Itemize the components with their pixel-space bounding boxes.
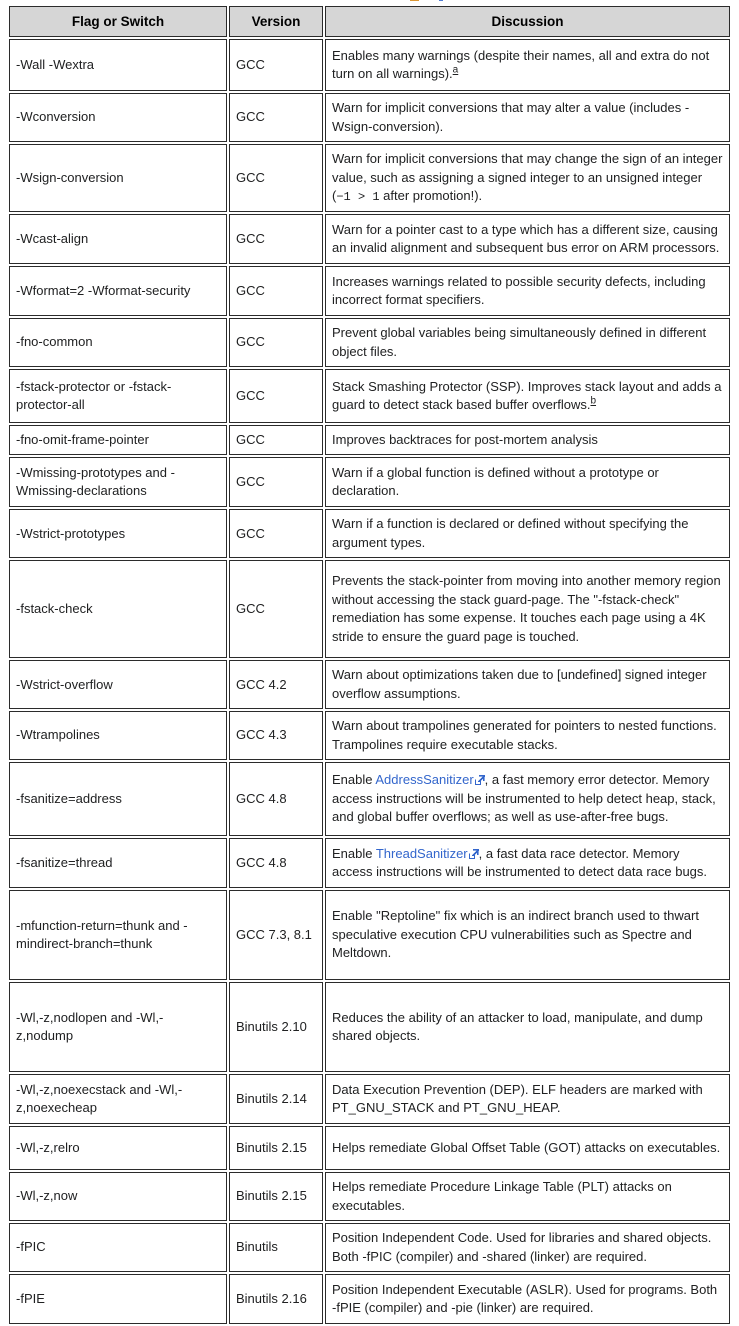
cell-discussion: [325, 93, 730, 142]
cell-discussion: [325, 711, 730, 760]
discussion-text: Warn if a function is declared or defined without specifying the argument types.: [332, 516, 689, 550]
footnote-link[interactable]: b: [590, 395, 597, 407]
cell-discussion: [325, 1274, 730, 1324]
cell-flag: -Wl,-z,nodlopen and -Wl,-z,nodump: [9, 982, 227, 1072]
cell-flag: -Wtrampolines: [9, 711, 227, 760]
cell-discussion: [325, 560, 730, 658]
cell-discussion: [325, 838, 730, 888]
discussion-text: Reduces the ability of an attacker to load, manipulate, and dump shared objects.: [332, 1009, 703, 1044]
cell-discussion: [325, 457, 730, 507]
cell-flag: -fsanitize=thread: [9, 838, 227, 888]
discussion-text: Increases warnings related to possible security defects, including incorrect format specifiers.: [332, 273, 706, 308]
cell-version: GCC 7.3, 8.1: [229, 890, 323, 980]
table-body: [9, 39, 730, 1324]
cell-discussion: [325, 660, 730, 709]
cell-flag: -fPIE: [9, 1274, 227, 1324]
discussion-text: Prevent global variables being simultaneously defined in different object files.: [332, 325, 707, 359]
table-row: [9, 838, 730, 888]
external-link-label: AddressSanitizer: [375, 772, 474, 788]
cell-version: GCC: [229, 425, 323, 455]
cell-version: Binutils 2.10: [229, 982, 323, 1072]
external-link-label: ThreadSanitizer: [375, 845, 468, 861]
table-row: [9, 762, 730, 836]
cell-flag: -Wformat=2 -Wformat-security: [9, 266, 227, 316]
external-link-icon: [475, 775, 485, 785]
table-row: [9, 890, 730, 980]
discussion-text: Enables many warnings (despite their names, all and extra do not turn on all warnings).: [332, 47, 710, 82]
discussion-text: Warn for implicit conversions that may change the sign of an integer value, such as assigning a signed integer to an unsigned integer (: [332, 151, 723, 203]
table-row: [9, 560, 730, 658]
discussion-text: Helps remediate Procedure Linkage Table (PLT) attacks on executables.: [332, 1179, 672, 1213]
discussion-text: Stack Smashing Protector (SSP). Improves stack layout and adds a guard to detect stack based buffer overflows.: [332, 378, 722, 412]
cell-version: GCC 4.3: [229, 711, 323, 760]
table-row: [9, 711, 730, 760]
cell-discussion: [325, 39, 730, 91]
cell-flag: -Wstrict-prototypes: [9, 509, 227, 558]
discussion-text: Position Independent Executable (ASLR). Used for programs. Both -fPIE (compiler) and -pie (linker) are required.: [332, 1281, 718, 1315]
table-head: [9, 6, 730, 37]
cell-discussion: [325, 144, 730, 212]
cell-flag: -mfunction-return=thunk and -mindirect-branch=thunk: [9, 890, 227, 980]
discussion-text: Data Execution Prevention (DEP). ELF headers are marked with PT_GNU_STACK and PT_GNU_HEAP.: [332, 1081, 703, 1116]
table-row: [9, 1074, 730, 1124]
cell-flag: -Wstrict-overflow: [9, 660, 227, 709]
cell-version: Binutils 2.14: [229, 1074, 323, 1124]
table-row: [9, 266, 730, 316]
cell-discussion: [325, 266, 730, 316]
discussion-text: Warn if a global function is defined without a prototype or declaration.: [332, 464, 659, 499]
cell-flag: -fstack-protector or -fstack-protector-all: [9, 369, 227, 423]
cell-discussion: [325, 982, 730, 1072]
external-link[interactable]: [375, 772, 484, 787]
table-row: [9, 660, 730, 709]
cell-version: GCC: [229, 369, 323, 423]
cell-version: Binutils 2.16: [229, 1274, 323, 1324]
cell-version: Binutils: [229, 1223, 323, 1272]
table-row: [9, 1274, 730, 1324]
cell-version: GCC: [229, 93, 323, 142]
discussion-text: Improves backtraces for post-mortem analysis: [332, 431, 598, 447]
table-row: [9, 1223, 730, 1272]
table-row: [9, 982, 730, 1072]
cell-flag: -Wall -Wextra: [9, 39, 227, 91]
column-header-flag: Flag or Switch: [9, 6, 227, 37]
discussion-text: Enable "Reptoline" fix which is an indirect branch used to thwart speculative execution CPU vulnerabilities such as Spectre and Meltdown.: [332, 908, 699, 961]
discussion-text: Helps remediate Global Offset Table (GOT) attacks on executables.: [332, 1139, 721, 1155]
cell-flag: -fstack-check: [9, 560, 227, 658]
cell-flag: -fPIC: [9, 1223, 227, 1272]
table-row: [9, 1126, 730, 1170]
cell-flag: -Wl,-z,noexecstack and -Wl,-z,noexecheap: [9, 1074, 227, 1124]
cell-version: GCC: [229, 214, 323, 264]
cell-flag: -Wcast-align: [9, 214, 227, 264]
footnote-marker[interactable]: [453, 65, 459, 76]
column-header-discussion: Discussion: [325, 6, 730, 37]
table-row: [9, 509, 730, 558]
cell-flag: -fno-common: [9, 318, 227, 367]
cell-version: Binutils 2.15: [229, 1126, 323, 1170]
clipped-content-sliver: [0, 0, 739, 3]
compiler-flags-table: [7, 4, 732, 1326]
cell-discussion: [325, 318, 730, 367]
clipped-glyph-right: [439, 0, 443, 1]
table-row: [9, 457, 730, 507]
cell-flag: -Wmissing-prototypes and -Wmissing-declarations: [9, 457, 227, 507]
column-header-version: Version: [229, 6, 323, 37]
discussion-text-continued: , a fast memory error detector. Memory access instructions will be instrumented to help detect heap, stack, and global buffer overflows; as well as use-after-free bugs.: [332, 772, 716, 825]
cell-discussion: [325, 1223, 730, 1272]
table-row: [9, 144, 730, 212]
table-row: [9, 39, 730, 91]
cell-flag: -fsanitize=address: [9, 762, 227, 836]
cell-discussion: [325, 1074, 730, 1124]
cell-version: GCC 4.2: [229, 660, 323, 709]
discussion-text: Warn about optimizations taken due to [undefined] signed integer overflow assumptions.: [332, 667, 707, 701]
discussion-text-continued: , a fast data race detector. Memory access instructions will be instrumented to detect data race bugs.: [332, 845, 708, 880]
cell-flag: -Wconversion: [9, 93, 227, 142]
cell-version: GCC 4.8: [229, 762, 323, 836]
external-link[interactable]: [376, 846, 479, 861]
cell-version: Binutils 2.15: [229, 1172, 323, 1221]
cell-version: GCC: [229, 266, 323, 316]
discussion-text: Warn about trampolines generated for pointers to nested functions. Trampolines require executable stacks.: [332, 718, 717, 752]
cell-version: GCC: [229, 560, 323, 658]
cell-flag: -Wl,-z,now: [9, 1172, 227, 1221]
discussion-text: Warn for a pointer cast to a type which has a different size, causing an invalid alignment and subsequent bus error on ARM processors.: [332, 221, 720, 256]
external-link-icon: [469, 849, 479, 859]
cell-flag: -Wsign-conversion: [9, 144, 227, 212]
cell-discussion: [325, 509, 730, 558]
table-row: [9, 369, 730, 423]
cell-version: GCC: [229, 39, 323, 91]
cell-discussion: [325, 1126, 730, 1170]
cell-version: GCC: [229, 144, 323, 212]
cell-version: GCC: [229, 457, 323, 507]
cell-discussion: [325, 369, 730, 423]
cell-discussion: [325, 214, 730, 264]
cell-discussion: [325, 425, 730, 455]
table-row: [9, 93, 730, 142]
cell-version: GCC 4.8: [229, 838, 323, 888]
table-row: [9, 214, 730, 264]
cell-version: GCC: [229, 318, 323, 367]
footnote-marker[interactable]: [590, 396, 596, 407]
inline-code: −1 > 1: [336, 190, 380, 204]
table-header-row: [9, 6, 730, 37]
discussion-text: Position Independent Code. Used for libraries and shared objects. Both -fPIC (compiler) and -shared (linker) are required.: [332, 1230, 712, 1264]
cell-discussion: [325, 890, 730, 980]
cell-flag: -fno-omit-frame-pointer: [9, 425, 227, 455]
cell-discussion: [325, 762, 730, 836]
footnote-link[interactable]: a: [452, 64, 459, 76]
cell-discussion: [325, 1172, 730, 1221]
discussion-text: Prevents the stack-pointer from moving into another memory region without accessing the stack guard-page. The "-fstack-check" remediation has some expense. It touches each page using a 4K stride to ensure the guard page is touched.: [332, 573, 721, 644]
discussion-text: Enable: [332, 845, 376, 861]
table-row: [9, 425, 730, 455]
discussion-text: Enable: [332, 772, 376, 788]
table-row: [9, 318, 730, 367]
clipped-glyph-left: [410, 0, 419, 1]
table-row: [9, 1172, 730, 1221]
cell-flag: -Wl,-z,relro: [9, 1126, 227, 1170]
discussion-text: Warn for implicit conversions that may alter a value (includes -Wsign-conversion).: [332, 100, 690, 134]
discussion-text-continued: after promotion!).: [379, 188, 483, 203]
cell-version: GCC: [229, 509, 323, 558]
